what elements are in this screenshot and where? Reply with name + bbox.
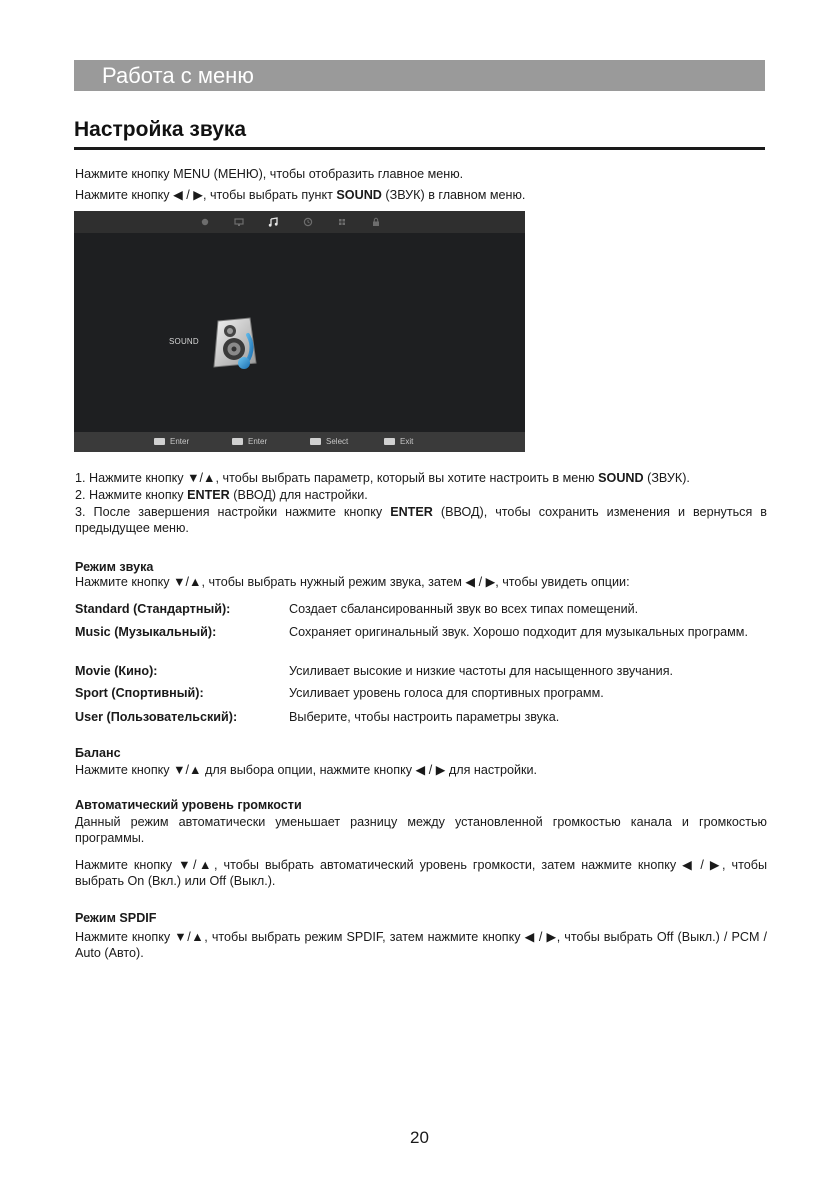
mode-desc: Усиливает высокие и низкие частоты для насыщенного звучания. bbox=[289, 664, 674, 678]
sound-mode-heading: Режим звука bbox=[75, 560, 154, 574]
step-3-tail: (ВВОД), чтобы сохранить изменения и вернуться в предыдущее меню. bbox=[75, 505, 767, 535]
title-underline bbox=[74, 147, 765, 150]
step-1-tail: (ЗВУК). bbox=[643, 471, 690, 485]
hint-ok bbox=[232, 437, 267, 446]
avl-paragraph-2: Нажмите кнопку ▼/▲, чтобы выбрать автоматический уровень громкости, затем нажмите кнопку ◀ / ▶, чтобы выбрать On (Вкл.) или Off (Выкл.). bbox=[75, 858, 767, 888]
spdif-heading: Режим SPDIF bbox=[75, 911, 157, 925]
avl-paragraph-1: Данный режим автоматически уменьшает разницу между установленной громкостью канала и громкостью программы. bbox=[75, 815, 767, 845]
sound-menu-label: SOUND bbox=[169, 337, 199, 346]
ok-key-icon bbox=[232, 438, 243, 445]
balance-heading: Баланс bbox=[75, 746, 121, 760]
mode-label: Music (Музыкальный): bbox=[75, 625, 217, 639]
hint-ok-label: Enter bbox=[248, 437, 268, 446]
hint-exit-label: Exit bbox=[400, 437, 414, 446]
spdif-text: Нажмите кнопку ▼/▲, чтобы выбрать режим SPDIF, затем нажмите кнопку ◀ / ▶, чтобы выбрать Off (Выкл.) / PCM / Auto (Авто). bbox=[75, 930, 767, 960]
mode-desc: Выберите, чтобы настроить параметры звука. bbox=[289, 710, 560, 724]
mode-label: Sport (Спортивный): bbox=[75, 686, 204, 700]
lock-icon bbox=[371, 217, 381, 227]
hint-select bbox=[310, 437, 348, 446]
menu-tab-bar bbox=[74, 211, 525, 233]
monitor-icon bbox=[234, 217, 244, 227]
section-title: Настройка звука bbox=[74, 118, 247, 141]
grid-icon bbox=[337, 217, 347, 227]
hint-menu-label: Enter bbox=[170, 437, 190, 446]
step-3 bbox=[75, 504, 767, 536]
sound-mode-text: Нажмите кнопку ▼/▲, чтобы выбрать нужный режим звука, затем ◀ / ▶, чтобы увидеть опции: bbox=[75, 575, 630, 589]
hint-select-label: Select bbox=[326, 437, 349, 446]
step-3-text: 3. После завершения настройки нажмите кнопку bbox=[75, 505, 391, 519]
tv-menu-screenshot bbox=[74, 211, 525, 452]
mode-label: Standard (Стандартный): bbox=[75, 602, 231, 616]
step-1-bold: SOUND bbox=[598, 471, 644, 485]
step-3-bold: ENTER bbox=[390, 505, 433, 519]
menu-key-icon bbox=[154, 438, 165, 445]
step-2-text: 2. Нажмите кнопку bbox=[75, 488, 188, 502]
mode-desc: Создает сбалансированный звук во всех типах помещений. bbox=[289, 602, 639, 616]
chapter-title: Работа с меню bbox=[102, 63, 254, 88]
intro-line-2-text: Нажмите кнопку ◀ / ▶, чтобы выбрать пункт bbox=[75, 188, 337, 202]
hint-exit bbox=[384, 437, 413, 446]
nav-key-icon bbox=[310, 438, 321, 445]
picture-icon bbox=[200, 217, 210, 227]
chapter-header-bar bbox=[74, 60, 765, 91]
step-1 bbox=[75, 470, 690, 486]
menu-hint-bar bbox=[74, 432, 525, 452]
mode-desc: Сохраняет оригинальный звук. Хорошо подходит для музыкальных программ. bbox=[289, 625, 748, 639]
mode-label: User (Пользовательский): bbox=[75, 710, 238, 724]
intro-line-1: Нажмите кнопку MENU (МЕНЮ), чтобы отобразить главное меню. bbox=[75, 167, 464, 181]
menu-body bbox=[74, 233, 525, 432]
step-2-bold: ENTER bbox=[187, 488, 230, 502]
avl-heading: Автоматический уровень громкости bbox=[75, 798, 302, 812]
speaker-icon bbox=[204, 315, 264, 371]
balance-text: Нажмите кнопку ▼/▲ для выбора опции, нажмите кнопку ◀ / ▶ для настройки. bbox=[75, 763, 538, 777]
intro-line-2-tail: (ЗВУК) в главном меню. bbox=[381, 188, 526, 202]
hint-menu bbox=[154, 437, 189, 446]
intro-line-2-bold: SOUND bbox=[336, 188, 382, 202]
page-number: 20 bbox=[410, 1128, 429, 1147]
clock-icon bbox=[303, 217, 313, 227]
step-2 bbox=[75, 487, 368, 503]
intro-line-2 bbox=[75, 187, 525, 203]
mode-desc: Усиливает уровень голоса для спортивных программ. bbox=[289, 686, 604, 700]
mode-label: Movie (Кино): bbox=[75, 664, 158, 678]
step-2-tail: (ВВОД) для настройки. bbox=[229, 488, 368, 502]
exit-key-icon bbox=[384, 438, 395, 445]
music-icon bbox=[268, 217, 278, 227]
step-1-text: 1. Нажмите кнопку ▼/▲, чтобы выбрать параметр, который вы хотите настроить в меню bbox=[75, 471, 599, 485]
